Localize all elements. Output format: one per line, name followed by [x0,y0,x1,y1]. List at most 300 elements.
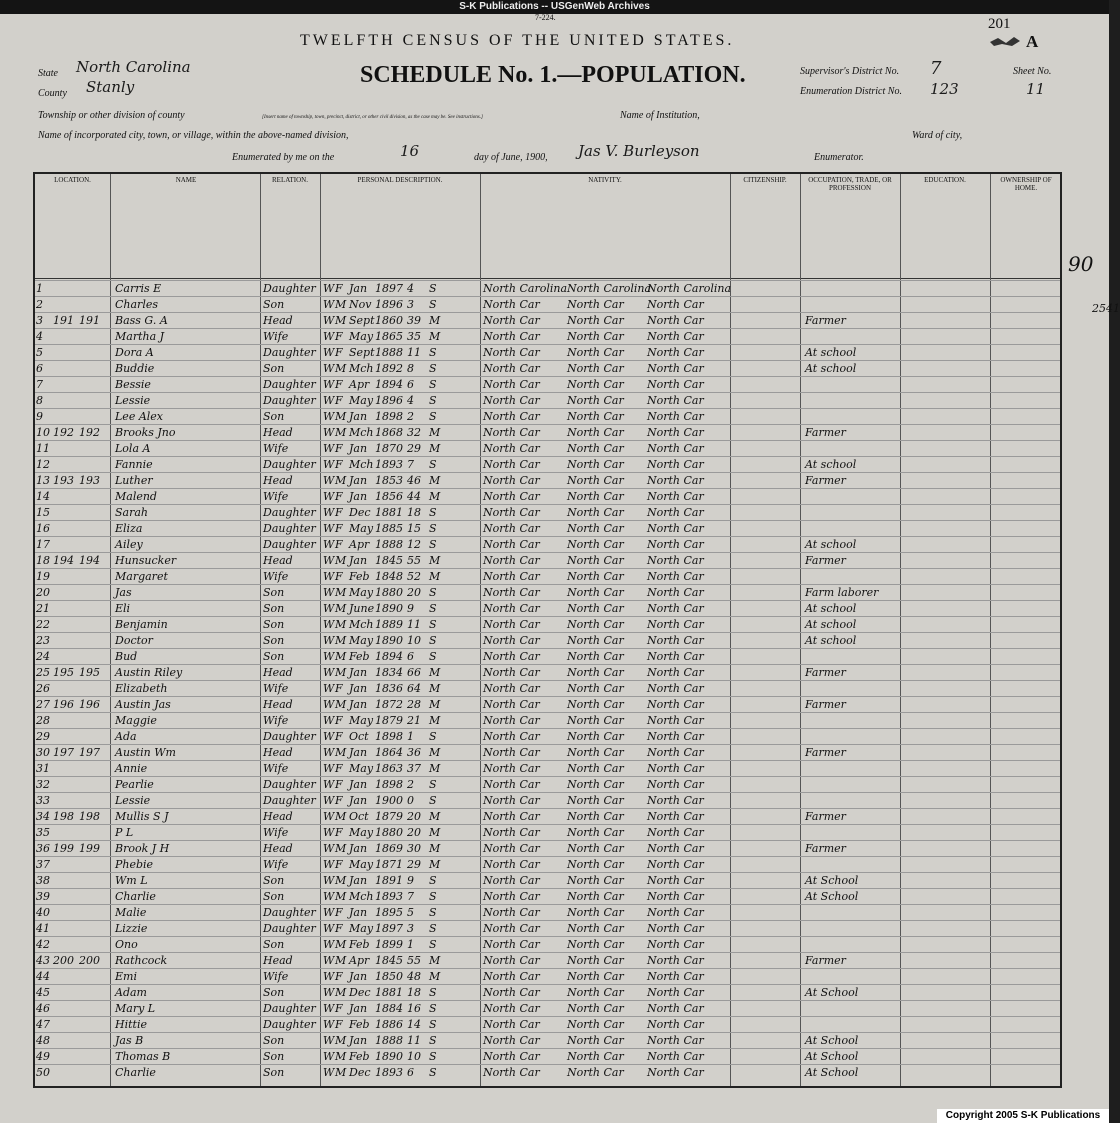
cell-n: 47 [36,1018,50,1031]
cell-mo: Dec [349,506,371,519]
cell-col: W [323,490,335,503]
table-row [35,792,1060,809]
cell-col: W [323,1002,335,1015]
cell-sex: M [335,298,347,311]
cell-col: W [323,378,335,391]
cell-yr: 1893 [375,890,403,903]
cell-name: Carris E [115,282,162,295]
cell-ms: M [429,970,441,983]
table-row [35,312,1060,329]
cell-name: Maggie [115,714,157,727]
table-row [35,968,1060,985]
cell-mb: North Car [647,890,704,903]
cell-n: 27 [36,698,50,711]
cell-ms: S [429,410,437,423]
cell-birth: North Car [483,602,540,615]
cell-dw: 191 [53,314,74,327]
cell-fb: North Car [567,1002,624,1015]
cell-n: 28 [36,714,50,727]
day-value: 16 [400,142,420,160]
cell-n: 26 [36,682,50,695]
cell-ms: S [429,650,437,663]
cell-occ: Farmer [805,842,846,855]
cell-mb: North Car [647,666,704,679]
cell-sex: M [335,810,347,823]
cell-mo: Jan [349,842,368,855]
cell-col: W [323,762,335,775]
cell-ms: M [429,858,441,871]
cell-age: 0 [407,794,414,807]
table-row [35,984,1060,1001]
cell-rel: Daughter [263,282,316,295]
cell-rel: Son [263,1034,285,1047]
cell-sex: M [335,410,347,423]
cell-birth: North Car [483,730,540,743]
cell-mb: North Car [647,922,704,935]
cell-sex: F [335,714,343,727]
cell-mb: North Car [647,586,704,599]
cell-yr: 1890 [375,602,403,615]
cell-n: 13 [36,474,50,487]
table-row [35,616,1060,633]
cell-dw: 199 [53,842,74,855]
header-citizenship: CITIZENSHIP. [743,176,787,184]
table-row [35,360,1060,377]
cell-fam: 200 [79,954,100,967]
cell-occ: At School [805,1050,859,1063]
cell-sex: F [335,1018,343,1031]
cell-name: Buddie [115,362,155,375]
cell-mo: Jan [349,698,368,711]
cell-age: 2 [407,410,414,423]
table-row [35,712,1060,729]
cell-mo: Mch [349,426,374,439]
cell-yr: 1893 [375,1066,403,1079]
cell-mb: North Car [647,1066,704,1079]
cell-birth: North Carolina [483,282,568,295]
table-row [35,632,1060,649]
cell-occ: Farmer [805,314,846,327]
cell-mo: Feb [349,650,370,663]
cell-fb: North Car [567,1018,624,1031]
cell-fb: North Car [567,554,624,567]
cell-sex: M [335,954,347,967]
cell-name: Jas [115,586,132,599]
cell-mo: Jan [349,970,368,983]
cell-ms: M [429,554,441,567]
cell-mb: North Car [647,394,704,407]
cell-fam: 191 [79,314,100,327]
cell-mb: North Car [647,362,704,375]
cell-col: W [323,538,335,551]
cell-yr: 1880 [375,586,403,599]
cell-n: 32 [36,778,50,791]
cell-mb: North Car [647,570,704,583]
cell-name: Brook J H [115,842,170,855]
cell-occ: At School [805,874,859,887]
cell-age: 7 [407,458,414,471]
cell-mb: North Car [647,538,704,551]
cell-rel: Son [263,1066,285,1079]
cell-age: 11 [407,1034,421,1047]
township-label: Township or other division of county [38,110,185,121]
cell-birth: North Car [483,890,540,903]
cell-ms: S [429,1050,437,1063]
cell-rel: Daughter [263,730,316,743]
header-name: NAME [175,176,197,184]
cell-birth: North Car [483,490,540,503]
cell-age: 64 [407,682,421,695]
cell-ms: S [429,618,437,631]
cell-fam: 197 [79,746,100,759]
cell-age: 15 [407,522,421,535]
cell-rel: Wife [263,330,289,343]
cell-sex: F [335,858,343,871]
cell-ms: M [429,330,441,343]
cell-rel: Wife [263,682,289,695]
cell-fb: North Car [567,1050,624,1063]
cell-mb: North Car [647,298,704,311]
cell-col: W [323,282,335,295]
cell-col: W [323,810,335,823]
cell-sex: M [335,746,347,759]
cell-yr: 1880 [375,826,403,839]
cell-birth: North Car [483,442,540,455]
cell-dw: 194 [53,554,74,567]
cell-fb: North Car [567,442,624,455]
header-education: EDUCATION. [924,176,966,184]
cell-col: W [323,954,335,967]
cell-mo: Oct [349,730,369,743]
cell-birth: North Car [483,506,540,519]
cell-fam: 194 [79,554,100,567]
table-row [35,328,1060,345]
cell-mo: Jan [349,490,368,503]
cell-col: W [323,874,335,887]
cell-col: W [323,778,335,791]
cell-n: 23 [36,634,50,647]
cell-mb: North Car [647,618,704,631]
cell-rel: Daughter [263,906,316,919]
cell-ms: S [429,602,437,615]
cell-rel: Daughter [263,346,316,359]
cell-birth: North Car [483,698,540,711]
cell-mb: North Car [647,330,704,343]
cell-name: Elizabeth [115,682,168,695]
cell-fb: North Car [567,874,624,887]
cell-yr: 1850 [375,970,403,983]
cell-n: 2 [36,298,43,311]
cell-col: W [323,618,335,631]
cell-ms: S [429,362,437,375]
cell-age: 20 [407,826,421,839]
cell-sex: M [335,474,347,487]
cell-occ: At School [805,1066,859,1079]
cell-ms: S [429,986,437,999]
cell-ms: S [429,890,437,903]
cell-occ: At school [805,602,857,615]
cell-rel: Son [263,586,285,599]
cell-mo: Mch [349,362,374,375]
cell-age: 16 [407,1002,421,1015]
cell-age: 28 [407,698,421,711]
cell-name: Mullis S J [115,810,169,823]
cell-fb: North Car [567,650,624,663]
cell-n: 36 [36,842,50,855]
cell-rel: Wife [263,714,289,727]
cell-mb: North Car [647,698,704,711]
cell-mo: Apr [349,954,370,967]
cell-col: W [323,858,335,871]
cell-yr: 1865 [375,330,403,343]
cell-occ: Farmer [805,474,846,487]
cell-yr: 1897 [375,922,403,935]
cell-fb: North Carolina [567,282,652,295]
cell-rel: Head [263,954,293,967]
table-row [35,840,1060,857]
cell-birth: North Car [483,378,540,391]
cell-ms: M [429,746,441,759]
cell-n: 49 [36,1050,50,1063]
cell-age: 18 [407,986,421,999]
cell-sex: M [335,618,347,631]
cell-ms: S [429,938,437,951]
cell-name: Eliza [115,522,143,535]
cell-birth: North Car [483,474,540,487]
cell-fb: North Car [567,394,624,407]
cell-age: 48 [407,970,421,983]
cell-rel: Wife [263,858,289,871]
cell-sex: M [335,602,347,615]
cell-sex: F [335,282,343,295]
cell-fb: North Car [567,618,624,631]
cell-fb: North Car [567,426,624,439]
table-row [35,664,1060,681]
cell-name: Ailey [115,538,143,551]
cell-sex: M [335,698,347,711]
cell-mb: North Car [647,954,704,967]
cell-col: W [323,346,335,359]
cell-yr: 1888 [375,538,403,551]
cell-name: Eli [115,602,131,615]
cell-sex: M [335,874,347,887]
cell-mb: North Car [647,746,704,759]
cell-age: 39 [407,314,421,327]
cell-sex: M [335,938,347,951]
cell-col: W [323,522,335,535]
cell-ms: S [429,906,437,919]
cell-n: 34 [36,810,50,823]
cell-mb: North Car [647,1002,704,1015]
cell-fb: North Car [567,506,624,519]
header-relation: RELATION. [272,176,308,184]
cell-mo: Feb [349,938,370,951]
cell-mo: Apr [349,538,370,551]
cell-mo: Sept [349,346,375,359]
cell-yr: 1868 [375,426,403,439]
cell-n: 25 [36,666,50,679]
cell-fb: North Car [567,746,624,759]
margin-note: 90 [1068,252,1094,276]
cell-yr: 1879 [375,810,403,823]
cell-birth: North Car [483,1066,540,1079]
sheet-label: Sheet No. [1013,66,1052,77]
cell-col: W [323,1050,335,1063]
cell-rel: Head [263,810,293,823]
cell-age: 3 [407,298,414,311]
cell-col: W [323,602,335,615]
cell-col: W [323,826,335,839]
cell-mo: Jan [349,666,368,679]
cell-fb: North Car [567,986,624,999]
cell-n: 38 [36,874,50,887]
cell-col: W [323,298,335,311]
cell-ms: M [429,810,441,823]
cell-col: W [323,426,335,439]
table-row [35,584,1060,601]
cell-birth: North Car [483,298,540,311]
cell-sex: M [335,1034,347,1047]
cell-ms: M [429,826,441,839]
cell-yr: 1872 [375,698,403,711]
cell-sex: F [335,570,343,583]
cell-name: Martha J [115,330,165,343]
sheet-number: 201 [988,16,1011,32]
cell-birth: North Car [483,458,540,471]
cell-birth: North Car [483,1002,540,1015]
cell-occ: Farmer [805,698,846,711]
table-body [35,280,1060,1088]
cell-age: 66 [407,666,421,679]
table-row [35,504,1060,521]
cell-col: W [323,394,335,407]
cell-n: 10 [36,426,50,439]
cell-dw: 192 [53,426,74,439]
cell-mb: North Car [647,522,704,535]
cell-age: 20 [407,810,421,823]
cell-col: W [323,682,335,695]
cell-fb: North Car [567,778,624,791]
cell-occ: At school [805,346,857,359]
cell-ms: M [429,666,441,679]
stamp-mark-icon [988,34,1022,48]
cell-ms: M [429,714,441,727]
cell-sex: F [335,442,343,455]
cell-rel: Head [263,666,293,679]
table-row [35,488,1060,505]
cell-mb: North Car [647,826,704,839]
ward-label: Ward of city, [912,130,963,141]
cell-birth: North Car [483,410,540,423]
enumerator-label: Enumerator. [814,152,864,163]
cell-mo: Jan [349,442,368,455]
cell-rel: Daughter [263,378,316,391]
cell-n: 12 [36,458,50,471]
cell-name: Thomas B [115,1050,171,1063]
cell-rel: Son [263,618,285,631]
cell-col: W [323,714,335,727]
cell-birth: North Car [483,538,540,551]
cell-name: Austin Riley [115,666,183,679]
county-label: County [38,88,67,99]
cell-fb: North Car [567,474,624,487]
cell-rel: Daughter [263,506,316,519]
cell-yr: 1892 [375,362,403,375]
cell-mo: Jan [349,906,368,919]
cell-mb: North Car [647,490,704,503]
cell-sex: F [335,506,343,519]
cell-sex: F [335,906,343,919]
cell-yr: 1845 [375,554,403,567]
cell-occ: At school [805,618,857,631]
cell-rel: Head [263,426,293,439]
cell-age: 46 [407,474,421,487]
cell-yr: 1848 [375,570,403,583]
cell-name: Malend [115,490,157,503]
cell-name: Doctor [115,634,153,647]
cell-yr: 1888 [375,1034,403,1047]
cell-birth: North Car [483,762,540,775]
cell-occ: At school [805,362,857,375]
cell-birth: North Car [483,778,540,791]
cell-fb: North Car [567,314,624,327]
cell-name: Jas B [115,1034,144,1047]
cell-fb: North Car [567,522,624,535]
cell-fb: North Car [567,682,624,695]
cell-mo: Jan [349,554,368,567]
cell-rel: Son [263,634,285,647]
cell-occ: At School [805,890,859,903]
cell-name: Margaret [115,570,168,583]
table-row [35,552,1060,569]
cell-fb: North Car [567,538,624,551]
table-row [35,1064,1060,1081]
cell-n: 24 [36,650,50,663]
cell-n: 40 [36,906,50,919]
cell-yr: 1900 [375,794,403,807]
cell-name: Ada [115,730,137,743]
cell-occ: Farmer [805,954,846,967]
cell-sex: M [335,986,347,999]
cell-mb: North Car [647,346,704,359]
supervisor-value: 7 [930,58,942,79]
cell-fb: North Car [567,330,624,343]
cell-birth: North Car [483,586,540,599]
cell-n: 1 [36,282,43,295]
cell-occ: Farmer [805,810,846,823]
table-row [35,440,1060,457]
cell-n: 14 [36,490,50,503]
cell-mo: Jan [349,1034,368,1047]
cell-birth: North Car [483,394,540,407]
cell-yr: 1871 [375,858,403,871]
cell-fb: North Car [567,906,624,919]
cell-sex: F [335,730,343,743]
cell-yr: 1893 [375,458,403,471]
cell-age: 7 [407,890,414,903]
cell-birth: North Car [483,954,540,967]
cell-sex: F [335,330,343,343]
cell-n: 35 [36,826,50,839]
cell-mo: Jan [349,874,368,887]
cell-ms: M [429,954,441,967]
cell-fb: North Car [567,666,624,679]
cell-sex: F [335,778,343,791]
enumerator-value: Jas V. Burleyson [578,142,700,160]
table-row [35,824,1060,841]
cell-yr: 1896 [375,298,403,311]
cell-yr: 1891 [375,874,403,887]
